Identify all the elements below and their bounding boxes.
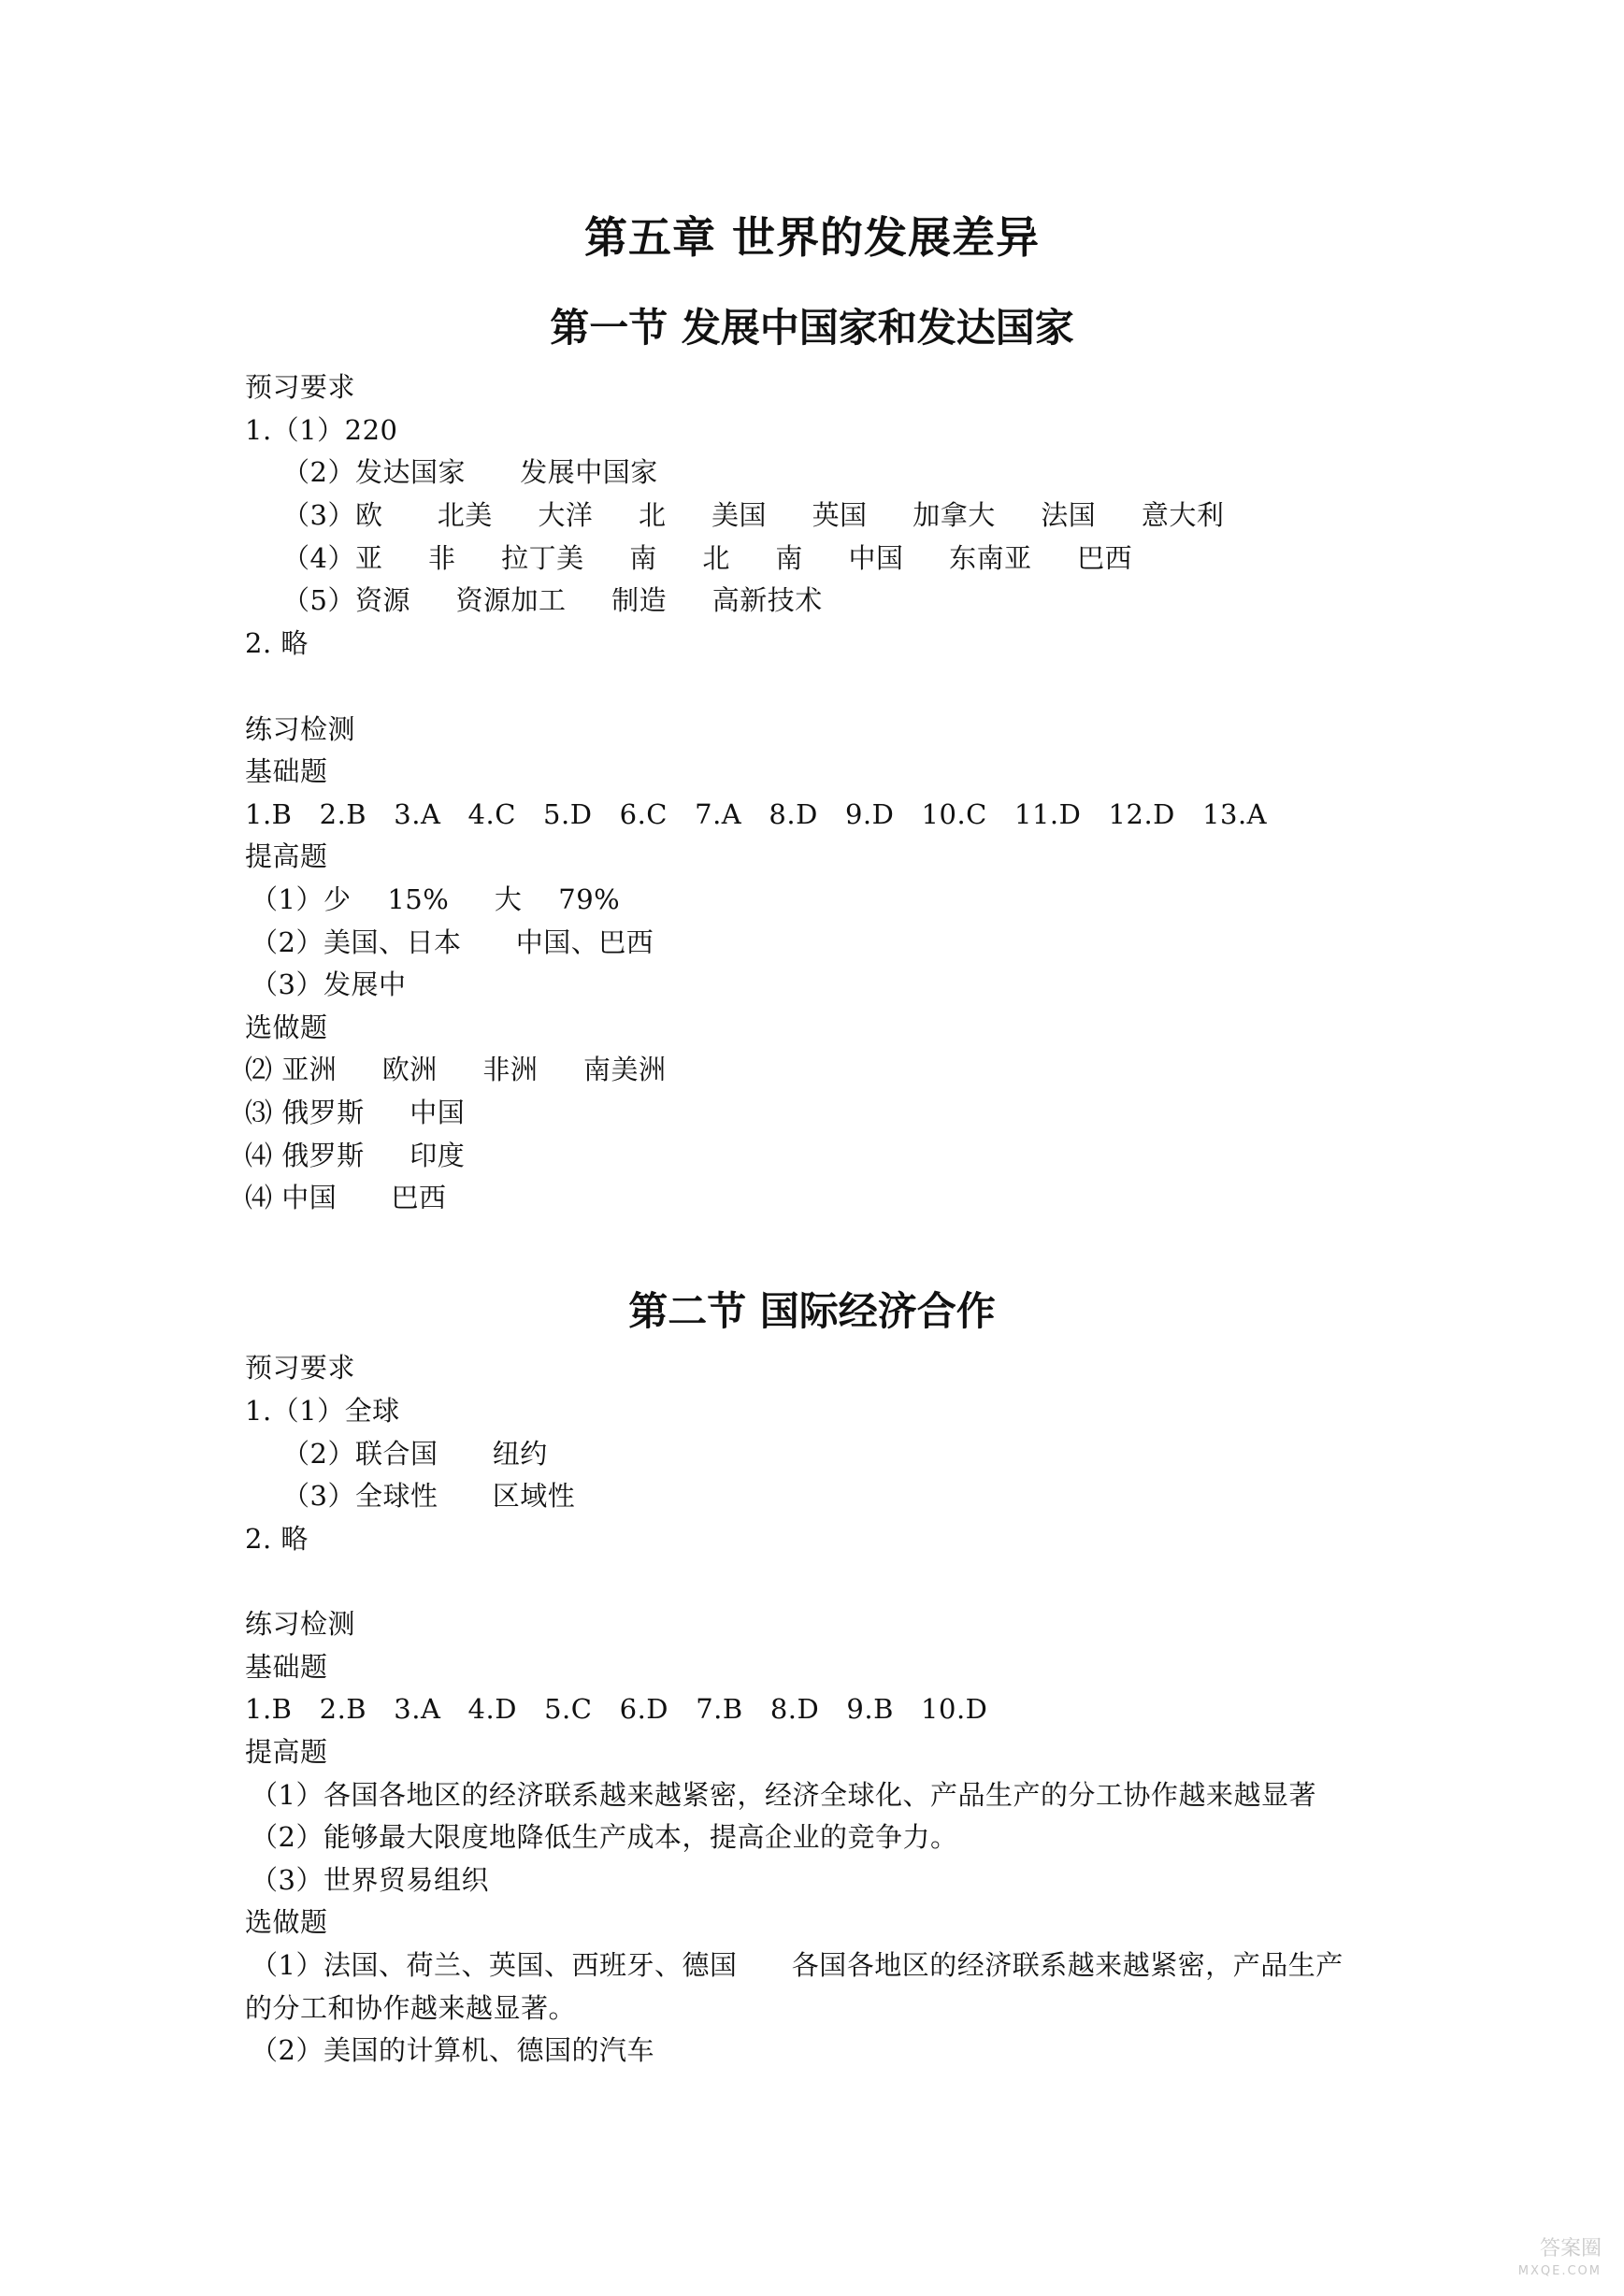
section2-optional-heading: 选做题	[245, 1906, 328, 1938]
section2-advanced-line: （1）各国各地区的经济联系越来越紧密，经济全球化、产品生产的分工协作越来越显著	[251, 1779, 1316, 1811]
section2-optional-line: （1）法国、荷兰、英国、西班牙、德国 各国各地区的经济联系越来越紧密，产品生产	[251, 1949, 1344, 1981]
section2-preview-line: （3）全球性 区域性	[282, 1480, 576, 1512]
section1-advanced-heading: 提高题	[245, 840, 328, 872]
section2-title: 第二节 国际经济合作	[628, 1288, 996, 1334]
section1-optional-line: ⑷ 俄罗斯 印度	[245, 1140, 466, 1171]
section1-preview-line: （2）发达国家 发展中国家	[282, 456, 658, 488]
watermark-text: 答案圈	[1539, 2237, 1602, 2260]
section2-basic-heading: 基础题	[245, 1651, 328, 1683]
section2-optional-line: 的分工和协作越来越显著。	[245, 1992, 577, 2024]
section1-title: 第一节 发展中国家和发达国家	[550, 305, 1074, 351]
section1-basic-answers: 1.B 2.B 3.A 4.C 5.D 6.C 7.A 8.D 9.D 10.C 11.D 12.D 13.A	[245, 798, 1268, 830]
section1-preview-line: （3）欧 北美 大洋 北 美国 英国 加拿大 法国 意大利	[282, 499, 1225, 531]
section1-advanced-line: （3）发展中	[251, 969, 407, 1000]
section2-optional-line: （2）美国的计算机、德国的汽车	[251, 2034, 654, 2066]
section1-advanced-line: （2）美国、日本 中国、巴西	[251, 926, 654, 958]
section2-advanced-line: （2）能够最大限度地降低生产成本，提高企业的竞争力。	[251, 1821, 958, 1853]
section1-preview-line: 1.（1）220	[245, 414, 398, 446]
section1-preview-line: （5）资源 资源加工 制造 高新技术	[282, 584, 823, 616]
section1-optional-heading: 选做题	[245, 1012, 328, 1043]
section2-basic-answers: 1.B 2.B 3.A 4.D 5.C 6.D 7.B 8.D 9.B 10.D	[245, 1693, 988, 1725]
section1-optional-line: ⑵ 亚洲 欧洲 非洲 南美洲	[245, 1054, 667, 1085]
section2-preview-heading: 预习要求	[245, 1352, 356, 1384]
section1-advanced-line: （1）少 15% 大 79%	[251, 883, 621, 915]
section1-practice-heading: 练习检测	[245, 713, 356, 745]
section1-preview-line: 2. 略	[245, 627, 309, 659]
section1-preview-line: （4）亚 非 拉丁美 南 北 南 中国 东南亚 巴西	[282, 542, 1133, 574]
site-watermark	[1518, 2238, 1602, 2283]
section2-advanced-line: （3）世界贸易组织	[251, 1864, 489, 1896]
section1-optional-line: ⑶ 俄罗斯 中国	[245, 1097, 466, 1128]
section2-preview-line: 1.（1）全球	[245, 1395, 400, 1427]
section2-preview-line: 2. 略	[245, 1523, 309, 1555]
watermark-url: MXQE.COM	[1517, 2264, 1602, 2278]
section1-preview-heading: 预习要求	[245, 371, 356, 403]
chapter-title: 第五章 世界的发展差异	[583, 212, 1040, 263]
section2-advanced-heading: 提高题	[245, 1736, 328, 1768]
section2-practice-heading: 练习检测	[245, 1608, 356, 1640]
section2-preview-line: （2）联合国 纽约	[282, 1438, 548, 1470]
section1-basic-heading: 基础题	[245, 755, 328, 787]
section1-optional-line: ⑷ 中国 巴西	[245, 1182, 447, 1213]
